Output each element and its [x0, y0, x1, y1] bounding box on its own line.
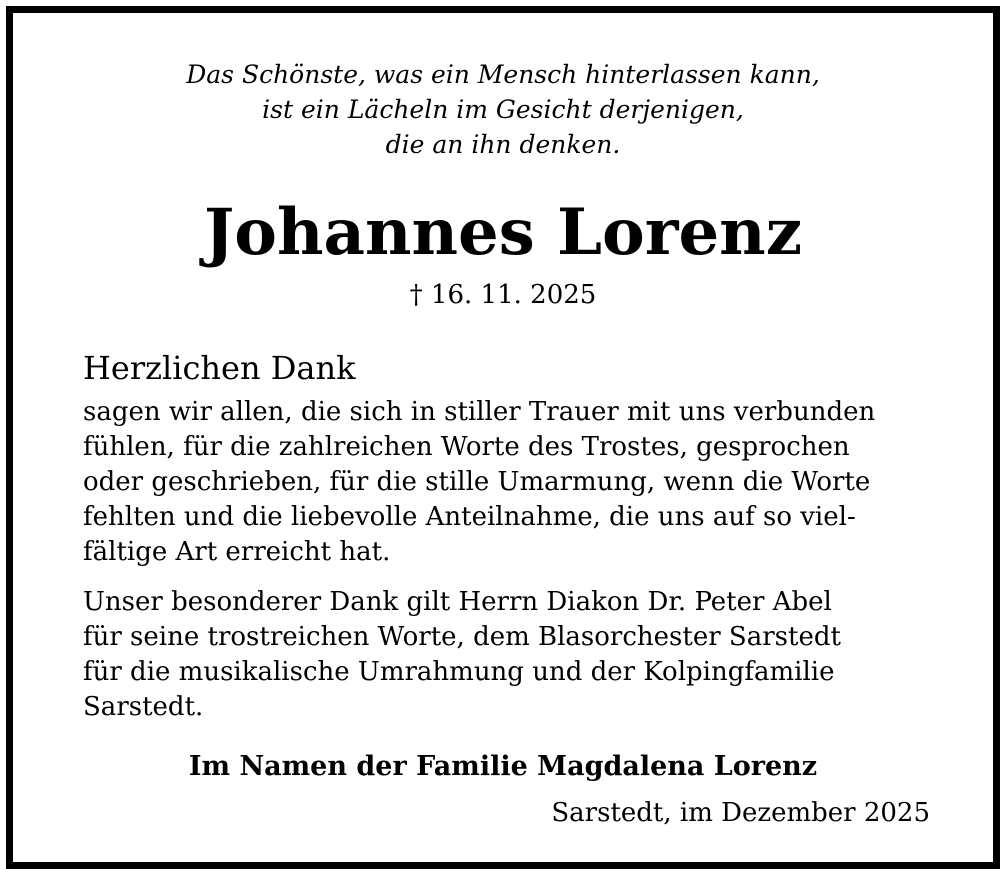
paragraph-line: für die musikalische Umrahmung und der Kolpingfamilie — [83, 657, 835, 687]
memorial-quote — [13, 57, 993, 162]
quote-line: Das Schönste, was ein Mensch hinterlassen kann, — [186, 60, 820, 89]
paragraph-line: fehlten und die liebevolle Anteilnahme, die uns auf so viel- — [83, 502, 856, 532]
thanks-heading: Herzlichen Dank — [83, 349, 356, 387]
obituary-notice — [6, 6, 1000, 869]
quote-line: die an ihn denken. — [385, 130, 621, 159]
family-signature: Im Namen der Familie Magdalena Lorenz — [188, 751, 818, 782]
paragraph-line: Unser besonderer Dank gilt Herrn Diakon Dr. Peter Abel — [83, 587, 832, 617]
special-thanks-paragraph — [83, 585, 841, 725]
deceased-name: Johannes Lorenz — [203, 195, 803, 270]
paragraph-line: oder geschrieben, für die stille Umarmung, wenn die Worte — [83, 467, 871, 497]
paragraph-line: fältige Art erreicht hat. — [83, 537, 391, 567]
death-date: † 16. 11. 2025 — [409, 280, 597, 310]
quote-line: ist ein Lächeln im Gesicht derjenigen, — [262, 95, 744, 124]
paragraph-line: Sarstedt. — [83, 692, 204, 722]
paragraph-line: fühlen, für die zahlreichen Worte des Trostes, gesprochen — [83, 432, 850, 462]
thanks-paragraph — [83, 395, 875, 570]
place-and-date: Sarstedt, im Dezember 2025 — [551, 798, 930, 828]
paragraph-line: sagen wir allen, die sich in stiller Trauer mit uns verbunden — [83, 397, 876, 427]
paragraph-line: für seine trostreichen Worte, dem Blasorchester Sarstedt — [83, 622, 841, 652]
